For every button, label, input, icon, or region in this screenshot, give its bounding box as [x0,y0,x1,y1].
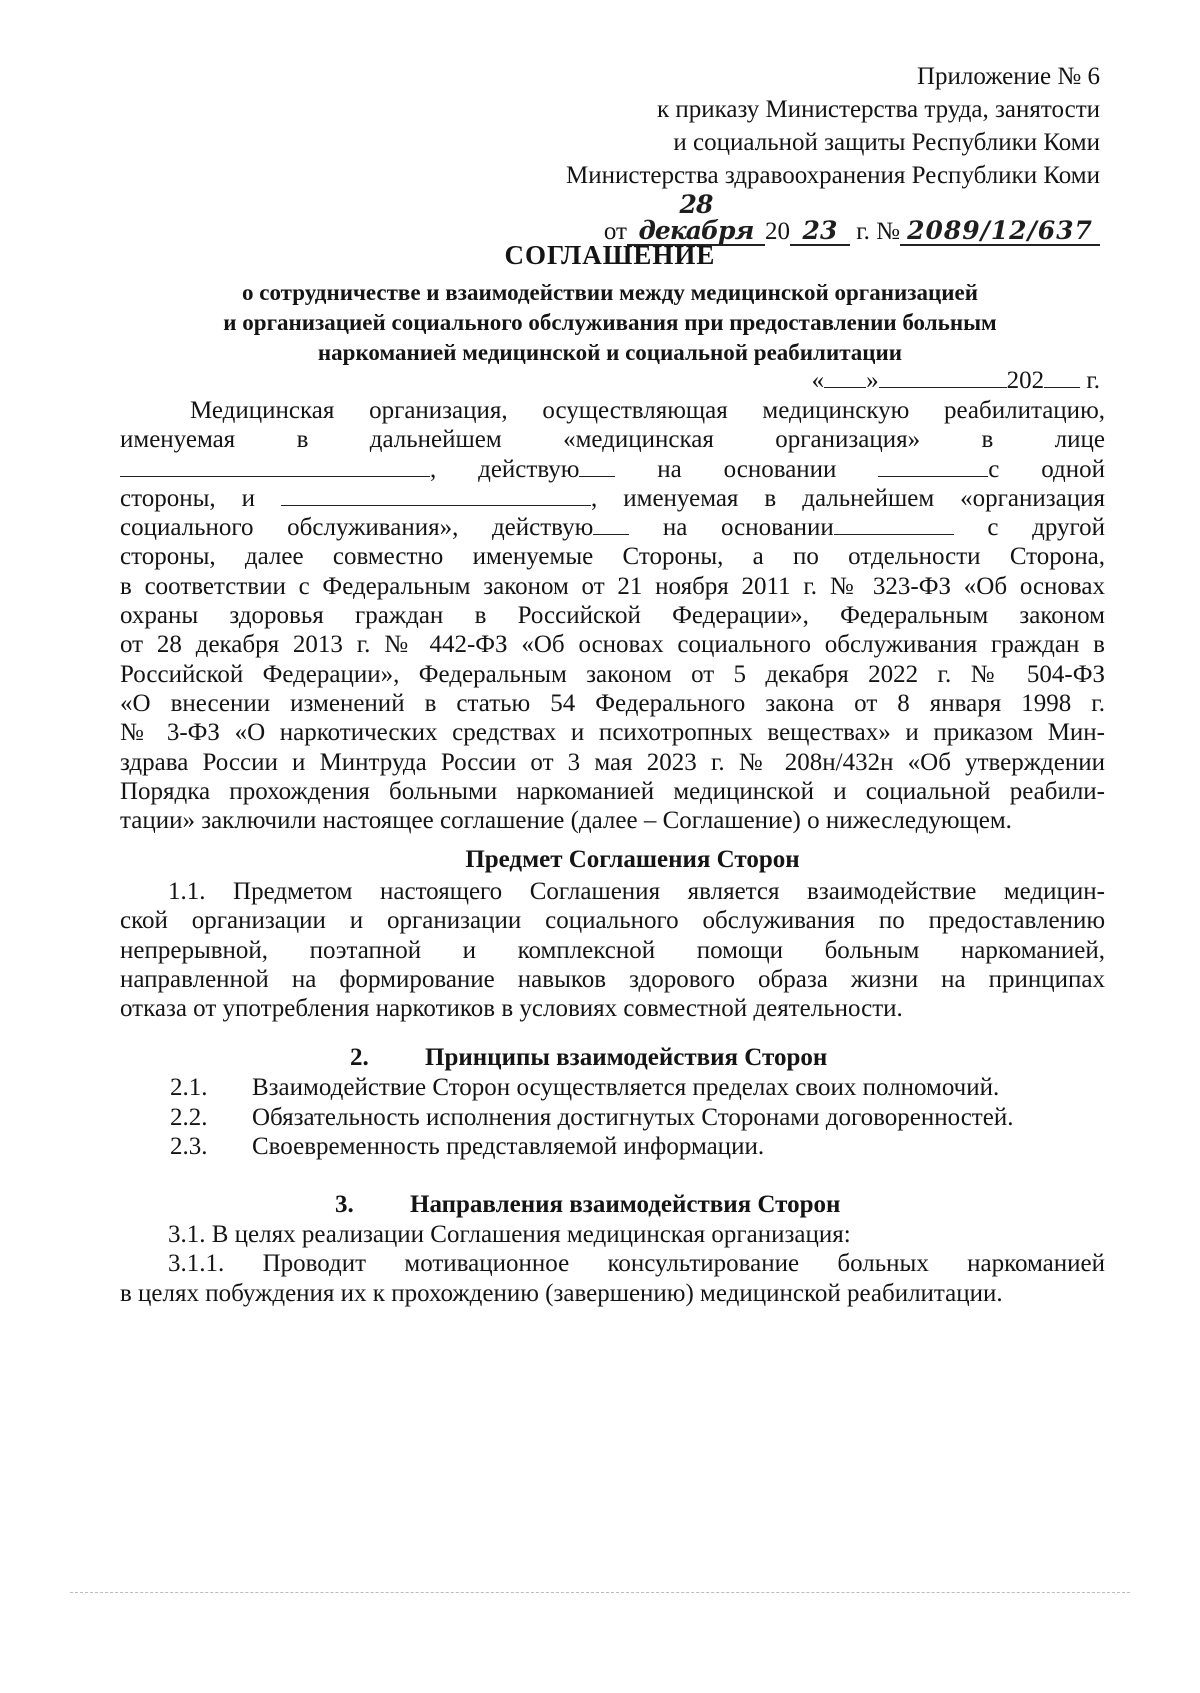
intro-fragment: с другой [953,514,1106,542]
basis-blank [834,514,954,535]
item-number: 2.1. [170,1074,208,1101]
section3-line: 3.1. В целях реализации Соглашения медицинская организация: [168,1221,851,1248]
handwritten-date: 28 декабря [627,192,765,246]
intro-line [120,484,1105,513]
intro-line: здрава России и Минтруда России от 3 мая 2023 г. № 208н/432н «Об утверждении [120,748,1105,776]
social-org-blank [281,485,591,506]
section2-heading [350,1044,827,1072]
basis-blank [878,456,988,477]
intro-paragraph [120,396,1105,835]
section1-paragraph [120,877,1105,1023]
section1-line: отказа от употребления наркотиков в условиях совместной деятельности. [120,995,903,1023]
intro-fragment: стороны, и [120,484,281,512]
list-item [170,1103,1013,1133]
intro-fragment: на основании [615,455,879,483]
subtitle-line-2: и организацией социального обслуживания при предоставлении больным [223,310,997,335]
item-text: Обязательность исполнения достигнутых Сторонами договоренностей. [252,1103,1014,1131]
year-prefix: 20 [764,218,790,245]
intro-line: Российской Федерации», Федеральным законом от 5 декабря 2022 г. № 504-ФЗ [120,660,1105,688]
appendix-ministry-line: и социальной защиты Республики Коми [673,129,1100,156]
scan-edge-line [70,1592,1130,1593]
intro-line: Порядка прохождения больными наркоманией медицинской и социальной реабили- [120,777,1105,805]
section1-line: направленной на формирование навыков здорового образа жизни на принципах [120,965,1105,993]
section1-line: ской организации и организации социального обслуживания по предоставлению [120,907,1105,935]
agreement-date-line [812,367,1100,395]
quote-open: « [811,367,825,394]
list-item [170,1132,1013,1162]
item-number: 2.3. [170,1133,208,1160]
intro-fragment: на основании [629,514,834,542]
list-item [170,1073,1013,1103]
section1-line: непрерывной, поэтапной и комплексной помощи больным наркоманией, [120,936,1105,964]
day-blank [824,367,866,388]
section1-heading: Предмет Соглашения Сторон [465,846,800,873]
handwritten-year: 23 [790,218,850,246]
intro-line: № 3-ФЗ «О наркотических средствах и психотропных веществах» и приказом Мин- [120,719,1105,747]
section3-title: Направления взаимодействия Сторон [410,1191,841,1218]
item-text: Взаимодействие Сторон осуществляется пределах своих полномочий. [252,1074,1000,1101]
item-text: Своевременность представляемой информации. [252,1133,765,1160]
intro-fragment: , именуемая в дальнейшем «организация [591,484,1105,512]
intro-line: охраны здоровья граждан в Российской Федерации», Федеральным законом [120,602,1105,630]
ending-blank [579,456,615,477]
agreement-subtitle [120,278,1100,368]
intro-line: от 28 декабря 2013 г. № 442-ФЗ «Об основах социального обслуживания граждан в [120,631,1105,659]
appendix-title: Приложение № 6 [916,63,1100,90]
intro-fragment: с одной [988,455,1106,483]
number-prefix: № [876,218,900,245]
intro-line [120,513,1105,542]
quote-close: » [866,367,879,394]
section2-title: Принципы взаимодействия Сторон [425,1044,828,1071]
year-unit: г. [856,218,870,245]
intro-fragment: социального обслуживания», действую [120,514,594,542]
section2-list [170,1073,1013,1162]
intro-line: в соответствии с Федеральным законом от 21 ноября 2011 г. № 323-ФЗ «Об основах [120,572,1105,600]
appendix-ministry-health-line: Министерства здравоохранения Республики Коми [566,162,1100,189]
intro-line [120,455,1105,484]
appendix-order-line: к приказу Министерства труда, занятости [656,96,1100,123]
section3-line: 3.1.1. Проводит мотивационное консультирование больных наркоманией [168,1250,1105,1278]
intro-line: Медицинская организация, осуществляющая медицинскую реабилитацию, [190,397,1105,424]
ending-blank [593,514,629,535]
section1-line: 1.1. Предметом настоящего Соглашения является взаимодействие медицин- [168,878,1105,905]
year-prefix-202: 202 [1006,367,1045,394]
subtitle-line-3: наркоманией медицинской и социальной реабилитации [317,340,903,365]
year-unit-g: г. [1086,367,1100,394]
date-prefix: от [603,218,627,245]
section3-paragraph [120,1220,1105,1308]
month-blank [879,367,1007,388]
representative-blank [120,456,430,477]
subtitle-line-1: о сотрудничестве и взаимодействии между медицинской организацией [242,280,978,305]
section2-number: 2. [350,1044,369,1071]
intro-line: тации» заключили настоящее соглашение (далее – Соглашение) о нижеследующем. [120,807,1012,835]
item-number: 2.2. [170,1103,208,1131]
handwritten-order-number: 2089/12/637 [900,218,1100,246]
section3-line: в целях побуждения их к прохождению (завершению) медицинской реабилитации. [120,1279,1003,1307]
appendix-header [460,60,1100,248]
intro-line: «О внесении изменений в статью 54 Федерального закона от 8 января 1998 г. [120,689,1105,717]
section3-heading [335,1191,840,1219]
intro-fragment: , действую [430,455,580,483]
year-blank [1044,367,1080,388]
section3-number: 3. [335,1191,354,1218]
agreement-title: СОГЛАШЕНИЕ [504,240,716,270]
intro-line: стороны, далее совместно именуемые Стороны, а по отдельности Сторона, [120,543,1105,571]
intro-line: именуемая в дальнейшем «медицинская организация» в лице [120,426,1105,454]
